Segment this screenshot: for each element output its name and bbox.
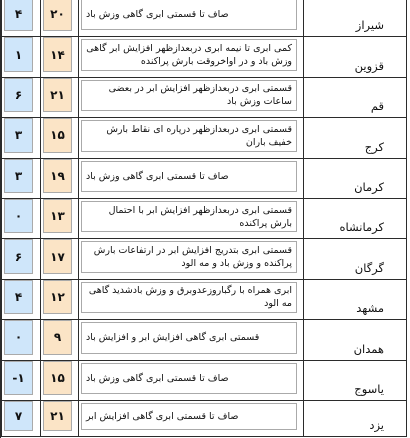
forecast-text: قسمتی ابری دربعدازظهر درپاره ای نقاط بارش خفیف باران — [81, 120, 297, 151]
table-right-border — [406, 0, 407, 437]
city-name: یاسوج — [354, 381, 384, 396]
min-temp-cell — [1, 199, 35, 238]
forecast-cell — [78, 361, 300, 400]
city-name: کرج — [364, 139, 384, 154]
min-temp: ۴ — [4, 280, 33, 314]
table-row-shiraz — [0, 0, 406, 36]
min-temp: ۶ — [4, 239, 33, 273]
max-temp-cell — [40, 239, 74, 278]
forecast-cell — [78, 118, 300, 157]
min-temp: ۰ — [4, 199, 33, 233]
max-temp: ۱۵ — [43, 118, 72, 152]
city-cell — [303, 118, 406, 157]
forecast-cell — [78, 320, 300, 359]
min-temp-cell — [1, 118, 35, 157]
city-name: قم — [370, 99, 384, 114]
forecast-text: قسمتی ابری بتدریج افزایش ابر در ارتفاعات بارش پراکنده و وزش باد و مه الود — [81, 241, 297, 272]
forecast-text: کمی ابری تا نیمه ابری دربعدازظهر افزایش ابر گاهی وزش باد و در اواخروقت بارش پراکنده — [81, 39, 297, 70]
forecast-cell — [78, 37, 300, 76]
max-temp-cell — [40, 280, 74, 319]
min-temp-cell — [1, 361, 35, 400]
city-cell — [303, 159, 406, 198]
table-row-yazd — [0, 400, 406, 437]
max-temp-cell — [40, 118, 74, 157]
city-cell — [303, 0, 406, 36]
city-name: یزد — [369, 418, 384, 432]
table-row-gorgan — [0, 238, 406, 278]
max-temp-cell — [40, 78, 74, 117]
city-cell — [303, 37, 406, 76]
forecast-cell — [78, 0, 300, 36]
city-cell — [303, 320, 406, 359]
forecast-text: ابری همراه با رگباروزعدوبرق و وزش بادشدید گاهی مه الود — [81, 282, 297, 313]
min-temp-cell — [1, 401, 35, 436]
city-name: همدان — [353, 341, 384, 356]
min-temp: ۳ — [4, 118, 33, 152]
forecast-cell — [78, 401, 300, 436]
min-temp: ۷ — [4, 401, 33, 431]
table-row-mashhad — [0, 279, 406, 319]
min-temp: ۴ — [4, 0, 33, 31]
table-row-qazvin — [0, 36, 406, 76]
city-cell — [303, 239, 406, 278]
forecast-text: صاف تا قسمتی ابری گاهی افزایش ابر — [81, 403, 297, 430]
table-row-kerman — [0, 158, 406, 198]
forecast-cell — [78, 78, 300, 117]
min-temp-cell — [1, 239, 35, 278]
min-temp-cell — [1, 37, 35, 76]
min-temp-cell — [1, 320, 35, 359]
min-temp: ۶ — [4, 78, 33, 112]
forecast-cell — [78, 239, 300, 278]
city-cell — [303, 199, 406, 238]
max-temp: ۱۳ — [43, 199, 72, 233]
table-row-qom — [0, 77, 406, 117]
max-temp-cell — [40, 361, 74, 400]
max-temp: ۹ — [43, 320, 72, 354]
min-temp-cell — [1, 0, 35, 36]
min-temp: ۰ — [4, 320, 33, 354]
forecast-text: قسمتی ابری دربعدازظهر افزایش ابر با احتمال بارش پراکنده — [81, 201, 297, 232]
city-name: گرگان — [354, 260, 384, 275]
city-name: شیراز — [355, 18, 384, 33]
forecast-cell — [78, 199, 300, 238]
max-temp-cell — [40, 320, 74, 359]
min-temp: -۱ — [4, 361, 33, 395]
city-name: قزوین — [354, 58, 384, 73]
city-cell — [303, 361, 406, 400]
max-temp-cell — [40, 199, 74, 238]
forecast-text: قسمتی ابری گاهی افزایش ابر و افزایش باد — [81, 322, 297, 353]
min-temp: ۳ — [4, 159, 33, 193]
city-cell — [303, 280, 406, 319]
max-temp: ۱۹ — [43, 159, 72, 193]
max-temp: ۲۰ — [43, 0, 72, 31]
max-temp: ۲۱ — [43, 401, 72, 431]
forecast-text: صاف تا قسمتی ابری گاهی وزش باد — [81, 161, 297, 192]
city-cell — [303, 78, 406, 117]
forecast-cell — [78, 280, 300, 319]
max-temp-cell — [40, 37, 74, 76]
city-name: کرمان — [354, 179, 384, 194]
min-temp-cell — [1, 280, 35, 319]
max-temp: ۱۷ — [43, 239, 72, 273]
table-row-kermanshah — [0, 198, 406, 238]
table-row-hamedan — [0, 319, 406, 359]
city-cell — [303, 401, 406, 436]
forecast-cell — [78, 159, 300, 198]
min-temp-cell — [1, 78, 35, 117]
forecast-text: قسمتی ابری دربعدازظهر افزایش ابر در بعضی ساعات وزش باد — [81, 80, 297, 111]
forecast-text: صاف تا قسمتی ابری گاهی وزش باد — [81, 363, 297, 394]
max-temp-cell — [40, 159, 74, 198]
max-temp: ۲۱ — [43, 78, 72, 112]
table-row-yasuj — [0, 360, 406, 400]
city-name: کرمانشاه — [339, 220, 384, 235]
max-temp: ۱۴ — [43, 37, 72, 71]
max-temp-cell — [40, 401, 74, 436]
table-row-karaj — [0, 117, 406, 157]
max-temp-cell — [40, 0, 74, 36]
max-temp: ۱۵ — [43, 361, 72, 395]
city-name: مشهد — [356, 301, 384, 316]
forecast-text: صاف تا قسمتی ابری گاهی وزش باد — [81, 0, 297, 30]
min-temp-cell — [1, 159, 35, 198]
min-temp: ۱ — [4, 37, 33, 71]
max-temp: ۱۲ — [43, 280, 72, 314]
